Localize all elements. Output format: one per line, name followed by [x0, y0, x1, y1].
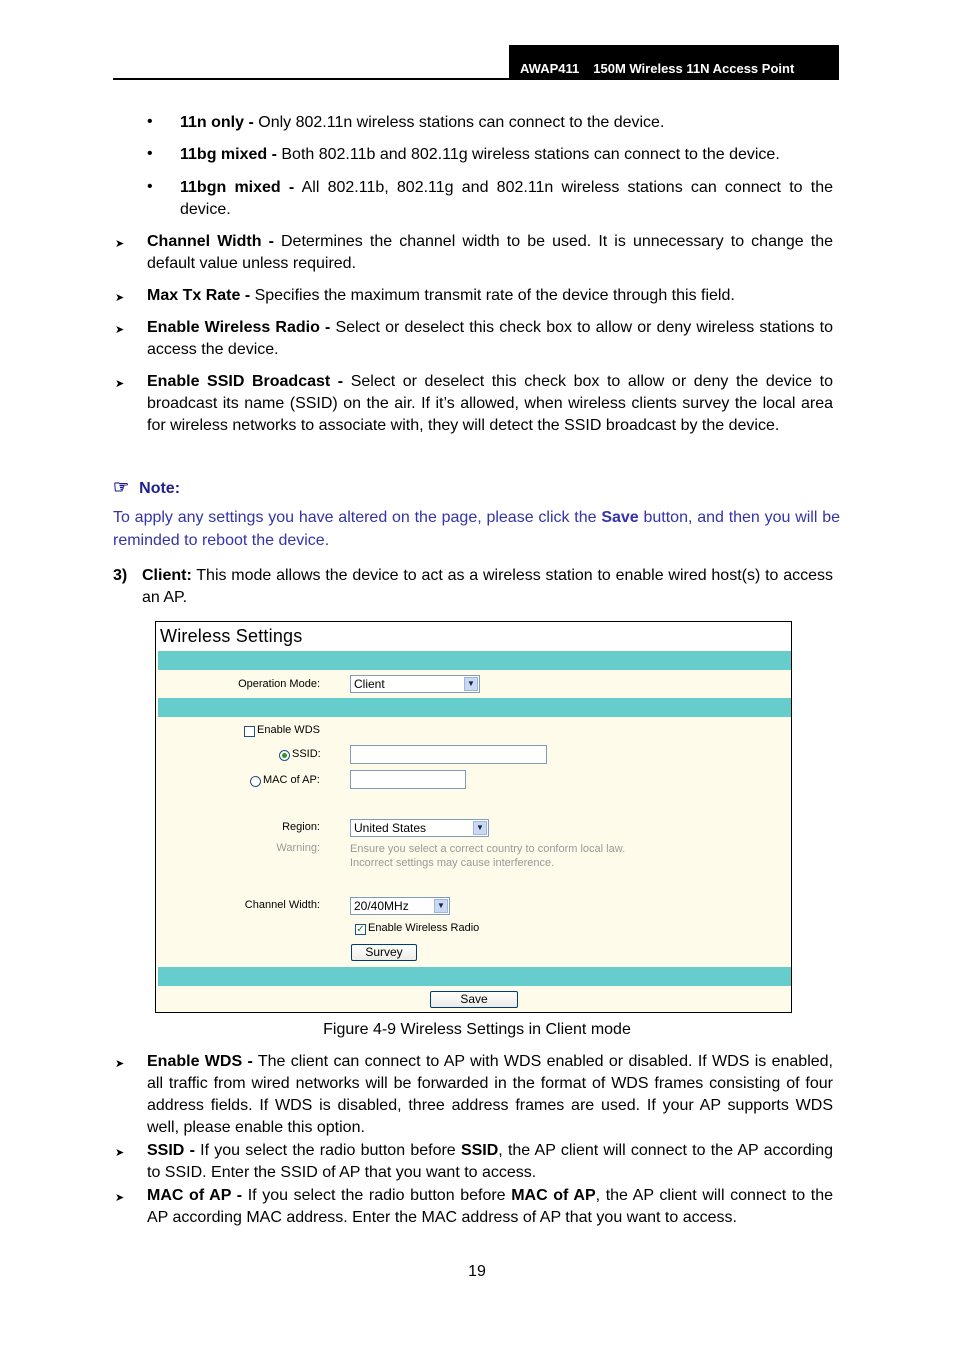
bullet-11n: 11n only - Only 802.11n wireless stations can connect to the device. [180, 114, 665, 131]
note-heading: ☞ Note: [113, 477, 181, 497]
arrow-bullet-icon: ➤ [115, 292, 125, 304]
mac-of-ap-radio[interactable] [250, 776, 261, 787]
bullet-11bgn: 11bgn mixed - All 802.11b, 802.11g and 802.11n wireless stations can connect to the device. [180, 179, 833, 218]
save-button[interactable]: Save [430, 991, 518, 1008]
chevron-down-icon: ▼ [464, 677, 478, 691]
arrow-bullet-icon: ➤ [115, 1147, 125, 1159]
region-select[interactable]: United States ▼ [350, 819, 489, 837]
bullet-11bg: 11bg mixed - Both 802.11b and 802.11g wireless stations can connect to the device. [180, 146, 780, 163]
pointing-hand-icon: ☞ [113, 477, 130, 497]
ssid-radio[interactable] [279, 750, 290, 761]
section-band [158, 651, 791, 670]
header-model: AWAP411 [520, 61, 580, 76]
screenshot-title: Wireless Settings [160, 626, 303, 646]
ssid-input[interactable] [350, 745, 547, 764]
enable-wds-label: Enable WDS [257, 724, 320, 736]
item-enable-wds: Enable WDS - The client can connect to AP with WDS enabled or disabled. If WDS is enabled, all traffic from wired networks will be forwarded in the format of WDS frames consisting of four address fields. If WDS is disabled, three address frames are used. If your AP supports WDS well, please enable this option. [147, 1053, 833, 1136]
ssid-label: SSID: [292, 748, 321, 760]
item-max-tx-rate: Max Tx Rate - Specifies the maximum transmit rate of the device through this field. [147, 287, 735, 304]
arrow-bullet-icon: ➤ [115, 378, 125, 390]
chevron-down-icon: ▼ [473, 821, 487, 835]
bullet-dot: • [147, 113, 153, 130]
bullet-dot: • [147, 145, 153, 162]
bullet-dot: • [147, 178, 153, 195]
mac-of-ap-label: MAC of AP: [263, 774, 320, 786]
wireless-settings-screenshot [155, 621, 792, 1013]
item-ssid-broadcast: Enable SSID Broadcast - Select or deselect this check box to allow or deny the device to broadcast its name (SSID) on the air. If it’s allowed, when wireless clients survey the local area for wireless networks to associate with, they will detect the SSID broadcast by the device. [147, 373, 833, 434]
mac-of-ap-input[interactable] [350, 770, 466, 789]
header-rule [113, 78, 839, 80]
arrow-bullet-icon: ➤ [115, 324, 125, 336]
chevron-down-icon: ▼ [434, 899, 448, 913]
warning-text: Ensure you select a correct country to conform local law. Incorrect settings may cause interference. [350, 843, 626, 869]
operation-mode-label: Operation Mode: [238, 678, 320, 690]
enable-radio-checkbox[interactable]: ✓ [356, 924, 365, 935]
item-enable-radio: Enable Wireless Radio - Select or deselect this check box to allow or deny wireless stations to access the device. [147, 319, 833, 358]
item-channel-width: Channel Width - Determines the channel width to be used. It is unnecessary to change the default value unless required. [147, 233, 833, 272]
header-bar [509, 45, 839, 79]
enable-wds-checkbox[interactable] [244, 726, 255, 737]
arrow-bullet-icon: ➤ [115, 1058, 125, 1070]
warning-label: Warning: [276, 842, 320, 854]
note-text: To apply any settings you have altered on the page, please click the Save button, and then you will be reminded to reboot the device. [113, 509, 841, 549]
section-client: Client: This mode allows the device to act as a wireless station to enable wired host(s) to access an AP. [142, 567, 833, 606]
section-band [158, 967, 791, 986]
enable-radio-label: Enable Wireless Radio [368, 922, 480, 934]
header-product: 150M Wireless 11N Access Point [593, 61, 795, 76]
item-ssid: SSID - If you select the radio button before SSID, the AP client will connect to the AP according to SSID. Enter the SSID of AP that you want to access. [147, 1142, 833, 1181]
arrow-bullet-icon: ➤ [115, 1192, 125, 1204]
region-label: Region: [282, 821, 320, 833]
section-number: 3) [113, 567, 128, 584]
figure-caption: Figure 4-9 Wireless Settings in Client mode [323, 1021, 631, 1038]
page-number: 19 [468, 1263, 486, 1280]
arrow-bullet-icon: ➤ [115, 238, 125, 250]
item-mac-of-ap: MAC of AP - If you select the radio button before MAC of AP, the AP client will connect to the AP according MAC address. Enter the MAC address of AP that you want to access. [147, 1187, 834, 1226]
survey-button[interactable]: Survey [351, 944, 417, 961]
channel-width-label: Channel Width: [244, 899, 320, 911]
section-band [158, 698, 791, 717]
operation-mode-select[interactable]: Client ▼ [350, 675, 480, 693]
channel-width-select[interactable]: 20/40MHz ▼ [350, 897, 450, 915]
